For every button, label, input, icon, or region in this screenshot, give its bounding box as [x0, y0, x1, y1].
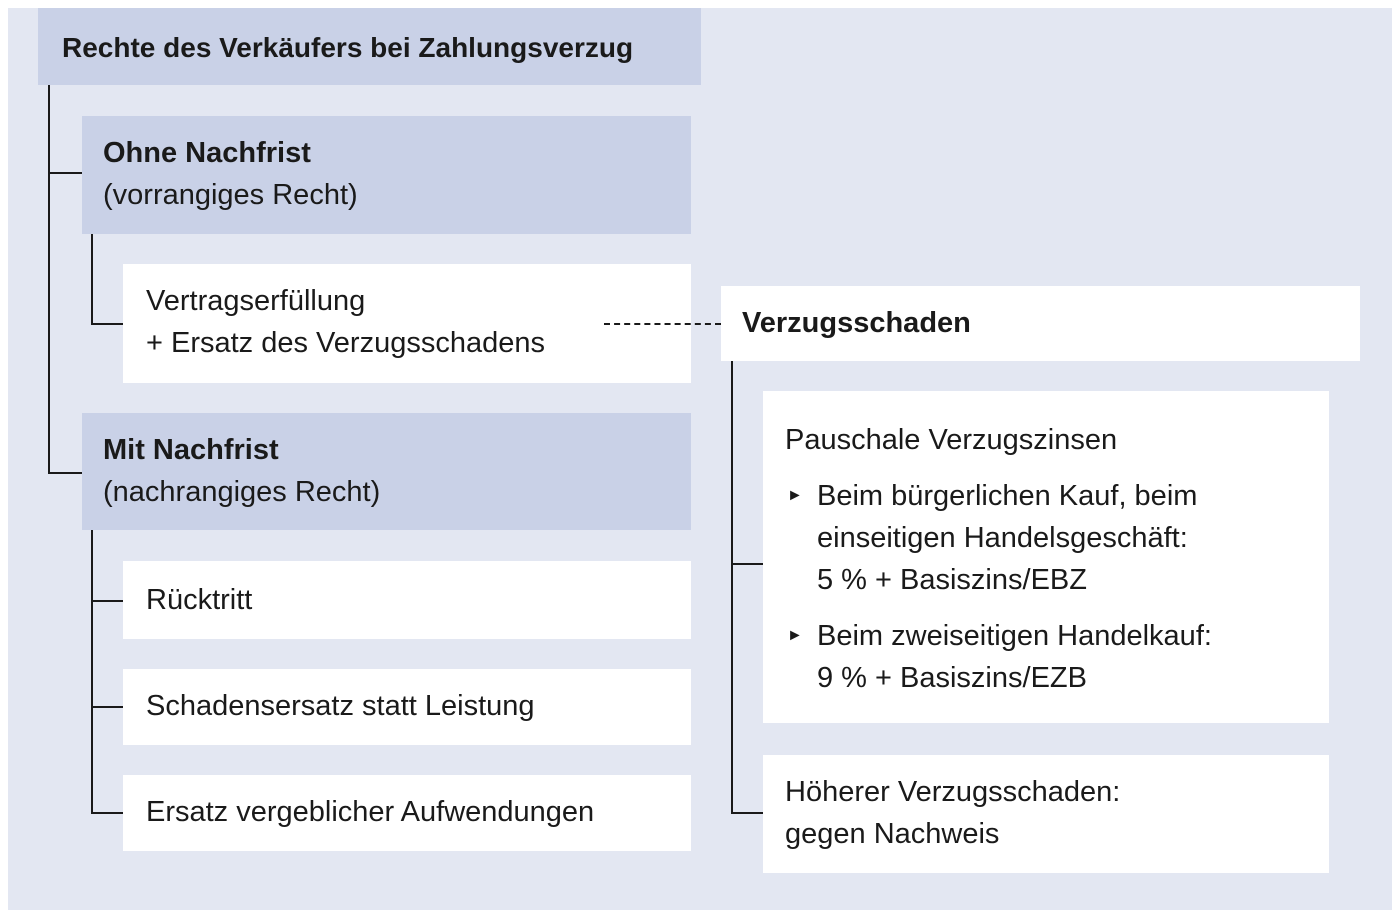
connector-ohne-vertical [91, 234, 93, 325]
verzugsschaden-title: Verzugsschaden [742, 307, 971, 339]
connector-schadensersatz [91, 706, 123, 708]
hoeherer-line1: Höherer Verzugsschaden: [785, 776, 1121, 808]
ruecktritt-box [123, 561, 691, 639]
aufwendungen-box [123, 775, 691, 851]
triangle-right-icon: ► [787, 627, 803, 644]
connector-mit-branch [48, 472, 82, 474]
connector-vertragserfuellung [91, 323, 123, 325]
mit-nachfrist-title: Mit Nachfrist [103, 434, 279, 466]
connector-ohne-branch [48, 172, 82, 174]
connector-aufwendungen [91, 812, 123, 814]
connector-hoeherer [731, 812, 763, 814]
hoeherer-verzugsschaden-box [763, 755, 1329, 873]
connector-pauschale [731, 563, 763, 565]
vertragserfuellung-line1: Vertragserfüllung [146, 285, 366, 317]
triangle-right-icon: ► [787, 487, 803, 504]
schadensersatz-text: Schadensersatz statt Leistung [146, 690, 535, 722]
diagram-title: Rechte des Verkäufers bei Zahlungsverzug [62, 32, 634, 63]
connector-dashed-verzugsschaden [604, 323, 721, 325]
pauschale-bullet-list [785, 475, 1309, 699]
pauschale-box [763, 391, 1329, 723]
pauschale-bullet-1 [785, 475, 1309, 601]
ruecktritt-text: Rücktritt [146, 584, 253, 616]
ohne-nachfrist-title: Ohne Nachfrist [103, 137, 311, 169]
ohne-nachfrist-subtitle: (vorrangiges Recht) [103, 179, 358, 211]
pauschale-bullet-1-text: Beim bürgerlichen Kauf, beim einseitigen Handelsgeschäft: 5 % + Basiszins/EBZ [817, 480, 1198, 596]
mit-nachfrist-box [82, 413, 691, 530]
vertragserfuellung-line2: + Ersatz des Verzugsschadens [146, 327, 545, 359]
ohne-nachfrist-box [82, 116, 691, 234]
hoeherer-line2: gegen Nachweis [785, 818, 1000, 850]
pauschale-heading: Pauschale Verzugszinsen [785, 424, 1118, 456]
mit-nachfrist-subtitle: (nachrangiges Recht) [103, 476, 381, 508]
connector-main-vertical [48, 85, 50, 474]
verzugsschaden-box [721, 286, 1360, 361]
connector-mit-vertical [91, 530, 93, 814]
schadensersatz-box [123, 669, 691, 745]
pauschale-bullet-2-text: Beim zweiseitigen Handelkauf: 9 % + Basiszins/EZB [817, 620, 1212, 694]
aufwendungen-text: Ersatz vergeblicher Aufwendungen [146, 796, 595, 828]
connector-verzug-vertical [731, 361, 733, 814]
pauschale-bullet-2 [785, 615, 1309, 699]
diagram-title-box [38, 8, 701, 85]
connector-ruecktritt [91, 600, 123, 602]
